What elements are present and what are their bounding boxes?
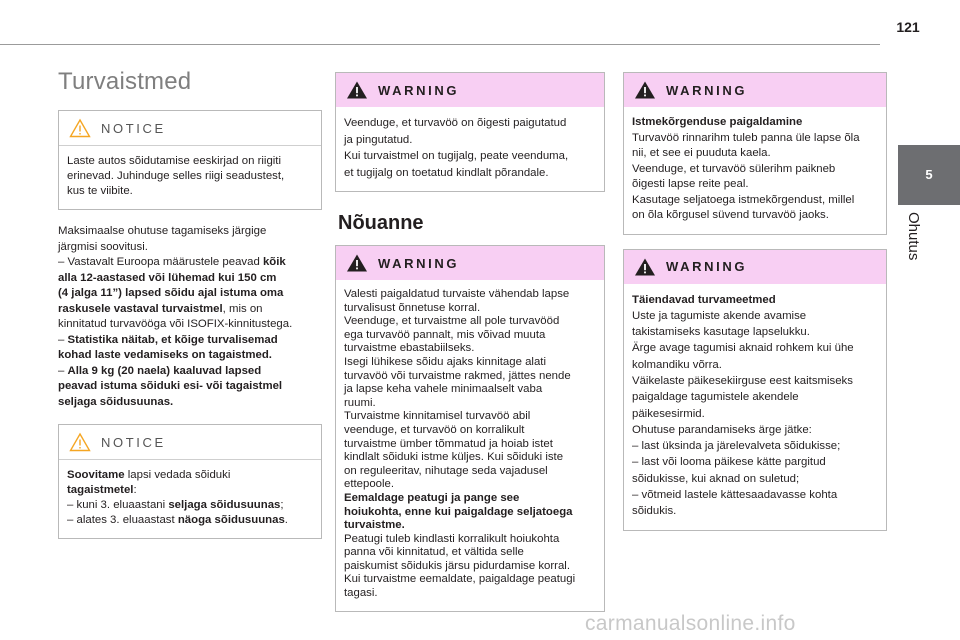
column-1 (58, 68, 322, 551)
text-line: ettepoole. (344, 478, 395, 491)
warning-triangle-filled-icon (346, 253, 368, 273)
section-title: Turvaistmed (58, 68, 192, 95)
text-span-bold: kõik (262, 256, 286, 268)
text-line: – võtmeid lastele kättesaadavasse kohta (632, 489, 838, 502)
notice-header-1 (59, 111, 321, 145)
text-line: panna või kinnitatud, et vältida selle (344, 546, 524, 559)
text-line: turvaistme ümber tõmmatud ja hoiab istet (344, 437, 553, 450)
text-span: – Vastavalt Euroopa määrustele peavad (58, 256, 263, 268)
text-span-bold: Soovitame (67, 469, 125, 481)
text-span-bold: Alla 9 kg (20 naela) kaaluvad lapsed (67, 364, 262, 377)
text-line: Veenduge, et turvaistme all pole turvavööd (344, 315, 560, 328)
warning-title: WARNING (666, 259, 748, 274)
notice-header-2 (59, 425, 321, 459)
text-line: nii, et see ei puuduta kaela. (632, 147, 771, 159)
text-line: (4 jalga 11”) lapsed sõidu ajal istuma oma (58, 287, 284, 299)
text-span: lapsi vedada sõiduki (124, 469, 231, 481)
text-line: Kasutage seljatoega istmekõrgendust, millel (632, 193, 855, 206)
text-line: kolmandiku võrra. (632, 358, 722, 371)
text-line: Turvaistme kinnitamisel turvavöö abil (344, 410, 531, 423)
text-line: et tugijalg on toetatud kindlalt põrandale. (344, 166, 549, 179)
warning-header-3 (624, 73, 886, 107)
text-line: paiskumist sõidukis järsu pidurdamise korral. (344, 559, 570, 572)
text-line: Kui turvaistmel on tugijalg, peate veenduma, (344, 150, 569, 162)
text-span: – kuni 3. eluaastani (67, 499, 169, 511)
warning-title: WARNING (666, 82, 748, 98)
text-span-bold: seljaga sõidusuunas (168, 499, 281, 511)
notice-title: NOTICE (101, 120, 166, 136)
section-heading: Nõuanne (338, 212, 424, 234)
text-line: Laste autos sõidutamise eeskirjad on riigiti (67, 155, 282, 167)
text-line: Veenduge, et turvavöö sülerihm paikneb (632, 162, 836, 175)
text-line: on reguleeritav, nihutage seda vajadusel (344, 464, 548, 477)
warning-box-2 (335, 245, 605, 612)
text-line (67, 483, 313, 498)
text-span-bold: Statistika näitab, et kõige turvalisemad (67, 333, 278, 346)
text-line: veenduge, et turvavöö on korralikult (344, 423, 525, 436)
text-line: takistamiseks kasutage lapselukku. (632, 326, 810, 339)
text-line: Kui turvaistme eemaldate, paigaldage peatugi (344, 573, 576, 586)
chapter-label: Ohutus (905, 212, 922, 261)
notice-body-2 (59, 459, 321, 538)
watermark: carmanualsonline.info (585, 612, 796, 635)
text-line: sõidukisse, kui aknad on suletud; (632, 472, 800, 485)
text-line: tagasi. (344, 587, 378, 600)
text-line: Valesti paigaldatud turvaiste vähendab lapse (344, 288, 570, 300)
text-line: ega turvavöö pannalt, mis võivad muuta (344, 328, 546, 341)
text-line: turvavöö või turvaistme rakmed, jättes nende (344, 369, 571, 382)
text-line: Väikelaste päikesekiirguse eest kaitsmiseks (632, 374, 853, 387)
text-line: kohad laste vedamiseks on tagaistmed. (58, 349, 272, 361)
warning-box-3 (623, 72, 887, 235)
text-line: erinevad. Juhinduge selles riigi seadustest, (67, 170, 285, 182)
text-line: peavad istuma sõiduki esi- või tagaistmel (58, 380, 283, 392)
text-line: päikesesirmid. (632, 407, 705, 420)
text-line: Ärge avage tagumisi aknaid rohkem kui ühe (632, 342, 854, 355)
text-span: , mis on (222, 302, 263, 315)
text-line: ruumi. (344, 396, 376, 409)
warning-body-4 (624, 284, 886, 530)
text-line: ja lapse keha vahele minimaalselt vaba (344, 383, 543, 396)
chapter-label-container (896, 212, 936, 272)
text-line: Maksimaalse ohutuse tagamiseks järgige (58, 225, 267, 237)
warning-body-2 (336, 280, 604, 611)
text-line: ja pingutatud. (344, 133, 413, 146)
text-span: : (133, 484, 137, 496)
text-line: – last või looma päikese kätte pargitud (632, 456, 826, 469)
text-line: on õla kõrgusel süvend turvavöö jaoks. (632, 209, 829, 221)
text-span: – (58, 333, 68, 346)
warning-box-1 (335, 72, 605, 192)
column-2 (335, 72, 605, 624)
text-line: seljaga sõidusuunas. (58, 395, 174, 408)
text-span-bold: raskusele vastaval turvaistmel (58, 302, 223, 315)
notice-box-2 (58, 424, 322, 539)
warning-header-1 (336, 73, 604, 107)
text-line: sõidukis. (632, 505, 677, 518)
notice-title: NOTICE (101, 434, 166, 450)
notice-box-1 (58, 110, 322, 210)
text-line (67, 468, 313, 483)
text-line: paigaldage tagumistele akendele (632, 391, 799, 404)
text-span-bold: tagaistmetel (67, 484, 134, 496)
text-line-bold: Eemaldage peatugi ja pange see (344, 491, 520, 504)
text-line: Ohutuse parandamiseks ärge jätke: (632, 423, 812, 436)
text-span: . (284, 514, 288, 526)
warning-title: WARNING (378, 82, 460, 98)
page-number: 121 (896, 19, 920, 35)
text-line: õigesti lapse reite peal. (632, 178, 749, 190)
warning-triangle-filled-icon (634, 257, 656, 277)
text-span: – (58, 364, 68, 377)
text-line (67, 498, 313, 513)
recommendations-paragraph (58, 224, 322, 410)
text-line (58, 302, 322, 318)
text-line: järgmisi soovitusi. (58, 240, 148, 253)
chapter-tab[interactable]: 5 (898, 145, 960, 205)
column-3 (623, 72, 887, 543)
text-line-bold: turvaistme. (344, 519, 405, 532)
warning-triangle-outline-icon (69, 432, 91, 452)
text-line: Uste ja tagumiste akende avamise (632, 309, 807, 322)
text-line (67, 513, 313, 528)
text-line (58, 255, 322, 271)
text-line: kindlalt sõiduki istme küljes. Kui sõiduki iste (344, 451, 564, 464)
warning-header-4 (624, 250, 886, 284)
text-line (58, 333, 322, 349)
text-line-bold: hoiukohta, enne kui paigaldage seljatoega (344, 505, 573, 518)
text-line-bold: Täiendavad turvameetmed (632, 293, 776, 306)
text-line: turvaistme ebastabiilseks. (344, 342, 475, 355)
warning-triangle-filled-icon (634, 80, 656, 100)
warning-header-2 (336, 246, 604, 280)
text-line: kinnitatud turvavööga või ISOFIX-kinnitustega. (58, 318, 293, 330)
top-divider (0, 44, 880, 45)
text-span: – alates 3. eluaastast (67, 514, 178, 526)
warning-triangle-outline-icon (69, 118, 91, 138)
text-line: Turvavöö rinnarihm tuleb panna üle lapse õla (632, 131, 860, 144)
text-line: Peatugi tuleb kindlasti korralikult hoiukohta (344, 532, 560, 545)
text-span-bold: näoga sõidusuunas (177, 514, 285, 526)
warning-body-3 (624, 107, 886, 234)
warning-body-1 (336, 107, 604, 191)
text-line: turvalisust õnnetuse korral. (344, 301, 481, 314)
text-line: alla 12-aastased või lühemad kui 150 cm (58, 271, 277, 284)
text-line: – last üksinda ja järelevalveta sõidukisse; (632, 440, 841, 453)
text-line: Veenduge, et turvavöö on õigesti paigutatud (344, 117, 567, 129)
text-line: Isegi lühikese sõidu ajaks kinnitage alati (344, 355, 546, 368)
notice-body-1 (59, 145, 321, 209)
warning-title: WARNING (378, 255, 460, 271)
text-line (58, 364, 322, 380)
text-span: ; (280, 499, 284, 511)
text-line: kus te viibite. (67, 185, 133, 197)
text-line-bold: Istmekõrgenduse paigaldamine (632, 116, 803, 128)
warning-box-4 (623, 249, 887, 531)
warning-triangle-filled-icon (346, 80, 368, 100)
